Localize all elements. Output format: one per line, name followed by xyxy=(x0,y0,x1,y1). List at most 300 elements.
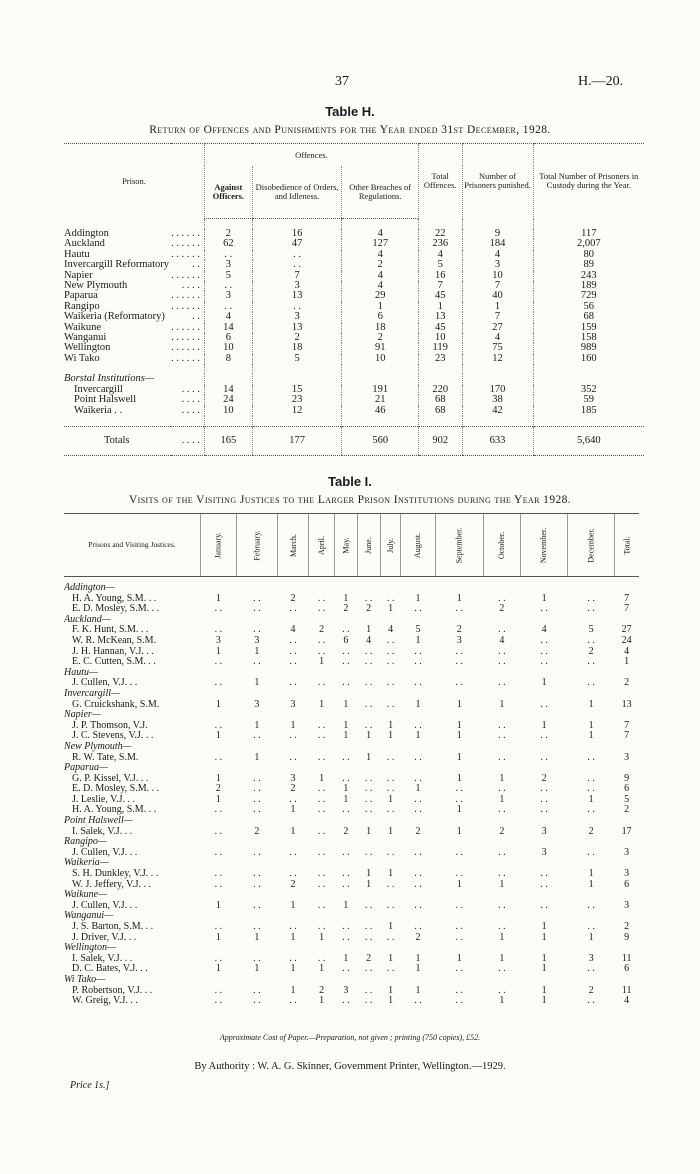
spacer-row xyxy=(64,219,644,230)
table-row xyxy=(64,922,639,933)
table-cell: 3 xyxy=(541,825,547,837)
table-cell: . . xyxy=(498,899,506,911)
justice-name: P. Robertson, V.J. . . xyxy=(72,984,153,996)
table-cell: 2,007 xyxy=(533,239,644,249)
table-cell: 45 xyxy=(418,291,462,301)
month-label: Total. xyxy=(622,535,632,555)
table-cell: 1 xyxy=(456,825,462,837)
prison-name: Paparua xyxy=(64,290,98,302)
table-cell: 7 xyxy=(252,271,342,281)
table-cell: . . xyxy=(253,878,261,890)
month-header xyxy=(568,514,614,577)
table-cell: . . xyxy=(414,868,422,880)
table-cell: . . xyxy=(587,995,595,1007)
table-cell: . . xyxy=(414,603,422,615)
month-label: May. xyxy=(341,536,351,554)
institution-name: Addington— xyxy=(64,582,115,593)
institution-name: Napier— xyxy=(64,709,101,721)
table-cell: . . xyxy=(289,995,297,1007)
month-label: January. xyxy=(213,531,223,559)
justice-name: E. D. Mosley, S.M. . . xyxy=(72,603,160,615)
borstal-heading: Borstal Institutions— xyxy=(64,373,155,385)
table-cell: . . xyxy=(214,677,223,689)
table-cell: . . xyxy=(289,846,297,858)
table-cell: 191 xyxy=(342,385,418,395)
table-cell: . . xyxy=(317,634,326,646)
table-cell: 9 xyxy=(624,931,630,943)
institution-name: Wellington— xyxy=(64,942,116,954)
table-cell: 1 xyxy=(319,698,325,710)
table-cell: 1 xyxy=(541,677,547,689)
table-cell: 560 xyxy=(342,426,418,455)
table-cell: 1 xyxy=(541,952,547,964)
table-cell: 80 xyxy=(533,250,644,260)
justice-name: J. H. Hannan, V.J. . . xyxy=(72,645,154,657)
table-cell: 13 xyxy=(252,323,342,333)
table-row xyxy=(64,636,639,647)
table-cell: 220 xyxy=(418,385,462,395)
table-cell: 1 xyxy=(541,995,547,1007)
table-cell: 1 xyxy=(366,730,372,742)
month-header xyxy=(309,514,335,577)
table-cell: . . xyxy=(289,656,297,668)
table-cell: . . xyxy=(317,751,326,763)
month-header xyxy=(277,514,308,577)
table-cell: 1 xyxy=(388,868,394,880)
table-cell: 3 xyxy=(624,751,630,763)
table-cell: 10 xyxy=(205,343,253,353)
table-cell: . . xyxy=(289,751,297,763)
table-cell: 1 xyxy=(290,825,296,837)
table-cell: 27 xyxy=(621,624,632,636)
table-cell: 165 xyxy=(205,426,253,455)
table-cell: 7 xyxy=(462,312,533,322)
table-cell: 2 xyxy=(588,984,594,996)
month-header xyxy=(435,514,483,577)
table-cell: . . xyxy=(253,624,261,636)
table-row xyxy=(64,323,644,333)
table-cell: . . xyxy=(498,730,506,742)
leader-dots: . . . . . . xyxy=(171,342,200,354)
table-cell: 14 xyxy=(205,323,253,333)
table-cell: . . xyxy=(214,751,223,763)
table-cell: . . xyxy=(498,645,506,657)
table-cell: . . xyxy=(587,963,595,975)
institution-name: Wanganui— xyxy=(64,910,114,922)
spacer-row xyxy=(64,416,644,427)
group-row xyxy=(64,837,639,848)
table-cell: 1 xyxy=(319,656,325,668)
table-cell: 2 xyxy=(290,878,296,890)
justice-name: J. S. Barton, S.M. . . xyxy=(72,921,154,932)
table-cell: . . xyxy=(342,645,350,657)
table-cell: 1 xyxy=(388,952,394,964)
table-cell: 1 xyxy=(319,963,325,975)
table-cell: . . xyxy=(253,804,261,816)
table-cell: 1 xyxy=(254,931,260,943)
table-cell: 68 xyxy=(418,395,462,405)
table-cell: 3 xyxy=(254,698,260,710)
table-cell: . . xyxy=(455,656,463,668)
table-cell: 1 xyxy=(415,698,421,710)
table-cell: . . xyxy=(364,995,373,1007)
table-cell: 1 xyxy=(366,624,372,636)
table-cell: . . xyxy=(342,804,350,816)
table-cell: . . xyxy=(364,793,373,805)
table-cell: 1 xyxy=(462,302,533,312)
table-cell: 16 xyxy=(252,229,342,239)
table-cell: 1 xyxy=(541,921,547,932)
table-cell: 1 xyxy=(415,592,421,604)
table-cell: 4 xyxy=(342,229,418,239)
table-cell: . . xyxy=(214,878,223,890)
table-cell: 1 xyxy=(388,793,394,805)
prison-name: Invercargill Reformatory xyxy=(64,259,170,271)
table-cell: . . xyxy=(289,868,297,880)
table-cell: . . xyxy=(214,825,223,837)
table-cell: 1 xyxy=(290,963,296,975)
table-cell: 352 xyxy=(533,385,644,395)
group-row xyxy=(64,816,639,827)
table-cell: 1 xyxy=(254,751,260,763)
table-cell: 7 xyxy=(624,603,630,615)
table-cell: 1 xyxy=(343,783,349,795)
group-row xyxy=(64,710,639,721)
table-cell: . . xyxy=(455,645,463,657)
month-label: September. xyxy=(454,527,464,563)
table-cell: 45 xyxy=(418,323,462,333)
table-cell: 7 xyxy=(624,730,630,742)
table-cell: 6 xyxy=(624,963,630,975)
table-cell: 12 xyxy=(252,406,342,416)
table-cell: . . xyxy=(386,783,395,795)
table-row xyxy=(64,426,644,455)
table-cell: 17 xyxy=(621,825,632,837)
justice-name: E. D. Mosley, S.M. . . xyxy=(72,783,160,795)
table-cell: 3 xyxy=(624,899,630,911)
table-cell: 1 xyxy=(541,592,547,604)
leader-dots: . . xyxy=(192,311,200,323)
table-cell: . . xyxy=(386,931,395,943)
table-cell: 1 xyxy=(366,825,372,837)
table-cell: . . xyxy=(386,804,395,816)
table-cell: 184 xyxy=(462,239,533,249)
table-cell: 3 xyxy=(290,772,296,784)
table-cell: 2 xyxy=(343,603,349,615)
prison-name: Addington xyxy=(64,228,109,239)
table-cell: . . xyxy=(587,846,595,858)
table-cell: . . xyxy=(414,719,422,731)
table-cell: 1 xyxy=(343,698,349,710)
institution-name: Hautu— xyxy=(64,666,98,678)
table-cell: . . xyxy=(342,878,350,890)
table-cell: . . xyxy=(455,677,463,689)
table-cell: 3 xyxy=(290,698,296,710)
table-cell: 1 xyxy=(366,868,372,880)
leader-dots: . . . . . . xyxy=(171,228,200,239)
group-row xyxy=(64,374,644,384)
table-cell: . . xyxy=(540,603,548,615)
table-cell: . . xyxy=(253,783,261,795)
table-cell: 89 xyxy=(533,260,644,270)
month-header xyxy=(401,514,435,577)
header-other-breaches: Other Breaches of Regulations. xyxy=(342,166,418,219)
table-cell: 6 xyxy=(624,878,630,890)
table-row xyxy=(64,933,639,944)
table-cell: 1 xyxy=(415,952,421,964)
table-cell: . . xyxy=(386,677,395,689)
justice-name: J. Cullen, V.J. . . xyxy=(72,846,138,858)
table-cell: 3 xyxy=(456,634,462,646)
group-row xyxy=(64,890,639,901)
table-row xyxy=(64,260,644,270)
table-cell: . . xyxy=(317,645,326,657)
table-cell: . . xyxy=(289,730,297,742)
table-cell: . . xyxy=(587,899,595,911)
table-cell: 4 xyxy=(418,250,462,260)
table-cell: 902 xyxy=(418,426,462,455)
justice-name: F. K. Hunt, S.M. . . xyxy=(72,624,149,636)
month-header xyxy=(520,514,568,577)
table-cell: . . xyxy=(205,302,253,312)
table-cell: 1 xyxy=(415,634,421,646)
table-cell: . . xyxy=(364,921,373,932)
table-cell: 2 xyxy=(624,804,630,816)
table-cell: 4 xyxy=(624,995,630,1007)
table-cell: 7 xyxy=(462,281,533,291)
table-cell: . . xyxy=(414,751,422,763)
table-row xyxy=(64,406,644,416)
month-header xyxy=(483,514,520,577)
table-cell: 1 xyxy=(388,719,394,731)
table-cell: 2 xyxy=(415,825,421,837)
institution-name: Rangipo— xyxy=(64,836,107,848)
table-cell: 24 xyxy=(205,395,253,405)
group-row xyxy=(64,742,639,753)
table-h-subtitle: Return of Offences and Punishments for the Year ended 31st December, 1928. xyxy=(149,124,551,136)
table-cell: . . xyxy=(386,656,395,668)
prison-name: Wellington xyxy=(64,342,111,354)
prison-name: Invercargill xyxy=(74,383,123,395)
table-cell: 2 xyxy=(254,825,260,837)
table-cell: . . xyxy=(587,677,595,689)
table-cell: 1 xyxy=(456,804,462,816)
table-row xyxy=(64,753,639,764)
table-cell: 1 xyxy=(290,899,296,911)
table-cell: . . xyxy=(455,899,463,911)
table-cell: 24 xyxy=(621,634,632,646)
justice-name: W. J. Jeffery, V.J. . . xyxy=(72,878,151,890)
table-cell: 1 xyxy=(254,645,260,657)
table-cell: 1 xyxy=(415,984,421,996)
table-cell: . . xyxy=(289,793,297,805)
table-cell: . . xyxy=(414,804,422,816)
table-cell: 2 xyxy=(588,645,594,657)
leader-dots: . . . . xyxy=(181,394,200,406)
table-cell: . . xyxy=(540,645,548,657)
table-cell: . . xyxy=(386,846,395,858)
table-cell: . . xyxy=(214,846,223,858)
month-label: June. xyxy=(364,536,374,554)
table-row xyxy=(64,784,639,795)
table-cell: 1 xyxy=(388,730,394,742)
table-cell: 12 xyxy=(462,354,533,364)
leader-dots: . . . . . . xyxy=(171,332,200,344)
table-cell: 1 xyxy=(541,963,547,975)
table-cell: 158 xyxy=(533,333,644,343)
table-cell: 7 xyxy=(624,719,630,731)
institution-name: Wi Tako— xyxy=(64,973,106,985)
table-cell: 4 xyxy=(205,312,253,322)
table-cell: 1 xyxy=(456,751,462,763)
justice-name: I. Salek, V.J. . . xyxy=(72,952,133,964)
table-cell: 18 xyxy=(342,323,418,333)
table-cell: 177 xyxy=(252,426,342,455)
table-row xyxy=(64,604,639,615)
table-cell: . . xyxy=(455,868,463,880)
table-cell: . . xyxy=(317,878,326,890)
table-cell: 2 xyxy=(252,333,342,343)
table-cell: 2 xyxy=(342,260,418,270)
institution-name: Waikune— xyxy=(64,889,107,901)
prison-name: Auckland xyxy=(64,238,105,250)
table-cell: . . xyxy=(587,772,595,784)
table-cell: . . xyxy=(587,804,595,816)
prison-name: Wi Tako xyxy=(64,352,100,364)
header-disobedience: Disobedience of Orders, and Idleness. xyxy=(252,166,342,219)
table-cell: . . xyxy=(540,878,548,890)
table-cell: 117 xyxy=(533,229,644,239)
table-row xyxy=(64,281,644,291)
table-cell: 2 xyxy=(343,825,349,837)
leader-dots: . . . . . . xyxy=(171,321,200,333)
table-cell: 21 xyxy=(342,395,418,405)
table-cell: . . xyxy=(414,921,422,932)
table-cell: . . xyxy=(386,645,395,657)
table-cell: 1 xyxy=(290,804,296,816)
table-cell: 2 xyxy=(499,603,505,615)
group-row xyxy=(64,583,639,594)
table-cell: 2 xyxy=(541,772,547,784)
footnote: Approximate Cost of Paper.—Preparation, not given ; printing (750 copies), £52. xyxy=(219,1033,481,1042)
table-cell: 4 xyxy=(624,645,630,657)
table-cell: . . xyxy=(317,730,326,742)
table-cell: 22 xyxy=(418,229,462,239)
table-cell: . . xyxy=(498,984,506,996)
table-row xyxy=(64,333,644,343)
table-cell: . . xyxy=(252,302,342,312)
group-row xyxy=(64,943,639,954)
table-cell: . . xyxy=(289,634,297,646)
table-cell: . . xyxy=(498,592,506,604)
table-row xyxy=(64,996,639,1007)
table-cell: . . xyxy=(386,592,395,604)
table-row xyxy=(64,271,644,281)
table-cell: . . xyxy=(289,921,297,932)
prison-name: Waikeria . . xyxy=(74,404,123,416)
table-row xyxy=(64,657,639,668)
table-cell: 42 xyxy=(462,406,533,416)
table-cell: 2 xyxy=(588,825,594,837)
table-row xyxy=(64,986,639,997)
table-cell: . . xyxy=(317,952,326,964)
table-cell: 1 xyxy=(343,592,349,604)
table-cell: 4 xyxy=(342,271,418,281)
month-label: April. xyxy=(317,535,327,555)
table-cell: 2 xyxy=(319,984,325,996)
table-cell: 3 xyxy=(205,260,253,270)
table-cell: 1 xyxy=(541,719,547,731)
table-cell: . . xyxy=(455,921,463,932)
table-cell: . . xyxy=(364,677,373,689)
group-row xyxy=(64,668,639,679)
table-cell: 2 xyxy=(456,624,462,636)
table-cell: . . xyxy=(253,846,261,858)
table-cell: 1 xyxy=(215,698,221,710)
table-cell: . . xyxy=(342,931,350,943)
group-row xyxy=(64,763,639,774)
table-cell: . . xyxy=(498,868,506,880)
table-cell: . . xyxy=(289,677,297,689)
table-cell: . . xyxy=(498,719,506,731)
table-row xyxy=(64,901,639,912)
table-cell: . . xyxy=(317,899,326,911)
table-cell: 185 xyxy=(533,406,644,416)
table-cell: 1 xyxy=(388,995,394,1007)
table-cell: 1 xyxy=(415,783,421,795)
table-cell: 5 xyxy=(415,624,421,636)
table-cell: . . xyxy=(587,783,595,795)
table-cell: . . xyxy=(455,793,463,805)
justice-name: R. W. Tate, S.M. xyxy=(72,751,139,763)
table-cell: . . xyxy=(214,603,223,615)
table-cell: 1 xyxy=(499,995,505,1007)
table-cell: 1 xyxy=(366,878,372,890)
month-header xyxy=(357,514,380,577)
table-cell: . . xyxy=(317,783,326,795)
table-cell: 1 xyxy=(215,793,221,805)
institution-name: Point Halswell— xyxy=(64,815,133,827)
page-reference: H.—20. xyxy=(578,74,624,89)
table-cell: 3 xyxy=(252,312,342,322)
table-cell: . . xyxy=(414,793,422,805)
leader-dots: . . . . . . xyxy=(171,290,200,302)
table-cell: 11 xyxy=(621,984,632,996)
prison-name: Totals xyxy=(64,426,171,455)
prison-name: Rangipo xyxy=(64,300,100,312)
table-cell: 15 xyxy=(252,385,342,395)
table-cell: . . xyxy=(414,677,422,689)
table-cell: 1 xyxy=(456,878,462,890)
table-cell: 1 xyxy=(290,984,296,996)
table-cell: 2 xyxy=(624,677,630,689)
table-cell: . . xyxy=(317,677,326,689)
table-cell: 159 xyxy=(533,323,644,333)
leader-dots: . . . . . . xyxy=(171,248,200,260)
table-cell: 4 xyxy=(366,634,372,646)
table-cell: 47 xyxy=(252,239,342,249)
table-cell: . . xyxy=(587,634,595,646)
table-h xyxy=(64,143,644,456)
prison-name: Waikeria (Reformatory) xyxy=(64,311,165,323)
table-cell: 3 xyxy=(624,868,630,880)
table-cell: 3 xyxy=(343,984,349,996)
table-cell: . . xyxy=(253,921,261,932)
table-cell: . . xyxy=(386,963,395,975)
month-label: July. xyxy=(386,537,396,553)
table-cell: 1 xyxy=(588,719,594,731)
table-cell: 3 xyxy=(252,281,342,291)
